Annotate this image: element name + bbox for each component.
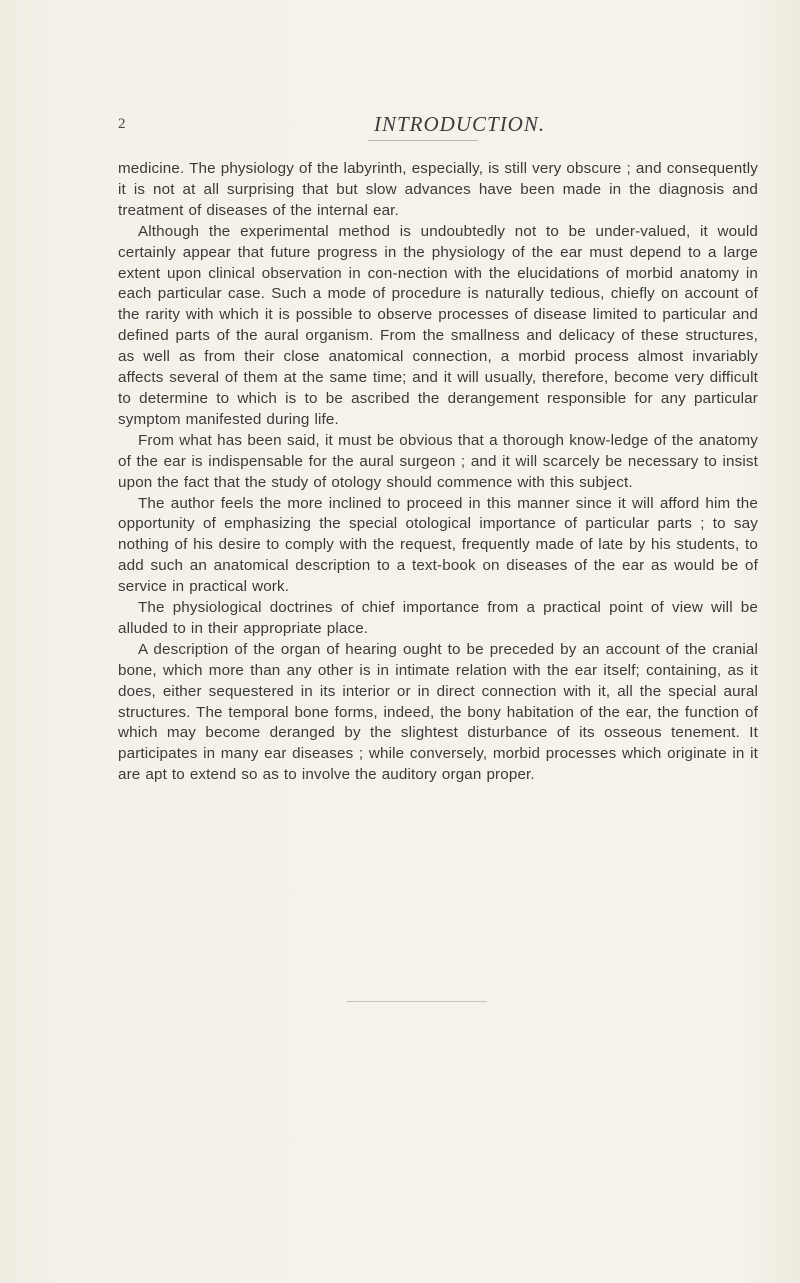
paragraph-continuation: medicine. The physiology of the labyrinth, especially, is still very obscure ; and consequently it is not at all surprising that but slow advances have been made in the diagnosis and treatment of diseases of the internal ear.	[118, 160, 758, 219]
paragraph: A description of the organ of hearing ought to be preceded by an account of the cranial bone, which more than any other is in intimate relation with the ear itself; containing, as it does, either sequestered in its interior or in direct connection with it, all the special aural structures. The temporal bone forms, indeed, the bony habitation of the ear, the function of which may become deranged by the slightest disturbance of its osseous tenement. It participates in many ear diseases ; while conversely, morbid processes which originate in it are apt to extend so as to involve the auditory organ proper.	[118, 640, 758, 784]
paragraph: The author feels the more inclined to proceed in this manner since it will afford him the opportunity of emphasizing the special otological importance of particular parts ; to say nothing of his desire to comply with the request, frequently made of late by his students, to add such an anatomical description to a text-book on diseases of the ear as would be of service in practical work.	[118, 494, 758, 596]
running-head: INTRODUCTION.	[374, 112, 546, 136]
footer-rule	[347, 1001, 487, 1002]
paragraph: Although the experimental method is undoubtedly not to be under-valued, it would certainly appear that future progress in the physiology of the ear must depend to a large extent upon clinical observation in con-nection with the elucidations of morbid anatomy in each particular case. Such a mode of procedure is naturally tedious, chiefly on account of the rarity with which it is possible to observe processes of disease limited to particular and defined parts of the aural organism. From the smallness and delicacy of these structures, as well as from their close anatomical connection, a morbid process almost invariably affects several of them at the same time; and it will usually, therefore, become very difficult to determine to which is to be ascribed the derangement responsible for any particular symptom manifested during life.	[118, 222, 758, 428]
paragraph: The physiological doctrines of chief importance from a practical point of view will be alluded to in their appropriate place.	[118, 599, 758, 637]
paragraph: From what has been said, it must be obvious that a thorough know-ledge of the anatomy of the ear is indispensable for the aural surgeon ; and it will scarcely be necessary to insist upon the fact that the study of otology should commence with this subject.	[118, 431, 758, 491]
page-number: 2	[118, 116, 126, 132]
header-rule	[368, 140, 478, 141]
body-text	[118, 159, 758, 786]
page-header	[118, 112, 758, 142]
